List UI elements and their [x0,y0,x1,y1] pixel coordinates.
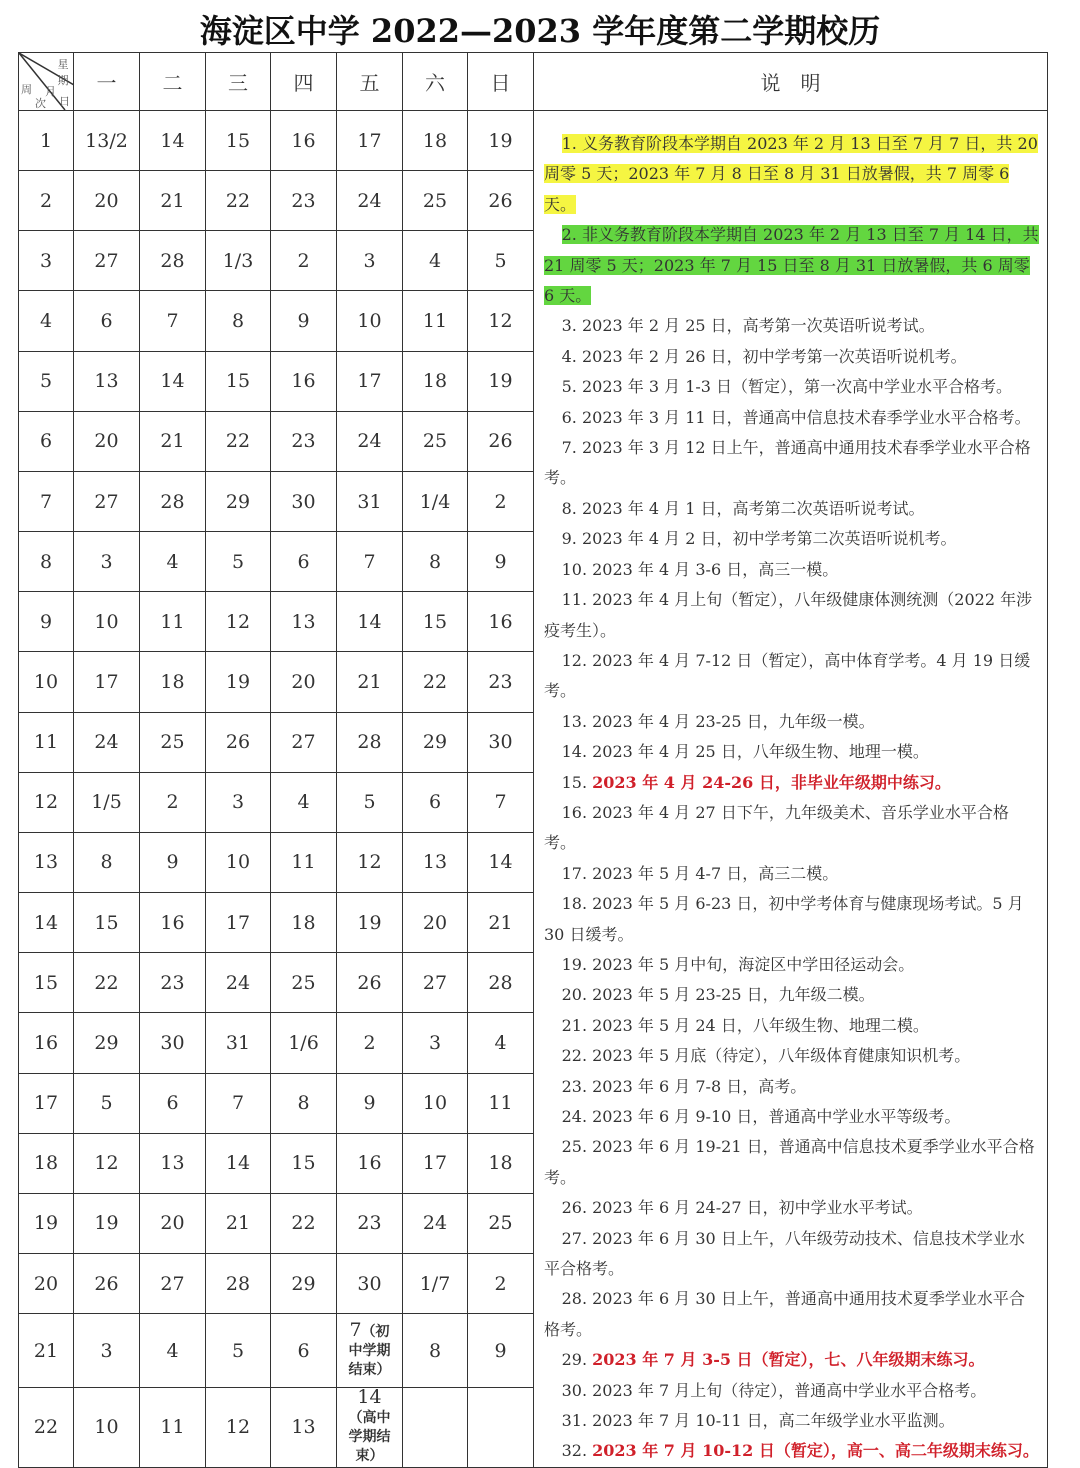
day-cell: 2 [337,1013,403,1073]
corner-week-label: 星期 [57,58,69,87]
corner-times-label: 次 [35,97,46,110]
day-cell: 8 [271,1073,337,1133]
day-cell: 17 [206,893,271,953]
day-cell: 4 [468,1013,534,1073]
note-text: 2023 年 6 月 19-21 日，普通高中信息技术夏季学业水平合格考。 [544,1137,1035,1187]
day-cell: 6 [271,1314,337,1388]
week-number: 18 [19,1133,74,1193]
day-cell: 10 [337,291,403,351]
day-cell: 12 [206,592,271,652]
note-text: 2023 年 3 月 12 日上午，普通高中通用技术春季学业水平合格考。 [544,438,1031,488]
note-number: 7. [561,438,582,458]
note-number: 13. [561,711,593,731]
note-text: 2023 年 3 月 1-3 日（暂定），第一次高中学业水平合格考。 [581,377,1013,397]
note-item [544,1436,1039,1466]
note-item [544,707,1039,737]
note-text: 2023 年 4 月 24-26 日，非毕业年级期中练习。 [592,772,951,792]
note-number: 16. [561,802,593,822]
day-cell: 28 [140,471,206,531]
week-number: 2 [19,171,74,231]
note-text: 2023 年 4 月 7-12 日（暂定），高中体育学考。4 月 19 日缓考。 [544,650,1031,701]
week-number: 16 [19,1013,74,1073]
day-cell: 4 [403,231,468,291]
day-cell: 22 [206,171,271,231]
day-cell: 19 [206,652,271,712]
day-cell: 6 [271,532,337,592]
day-cell: 20 [271,652,337,712]
term-end-note: （初中学期结束） [348,1324,391,1379]
day-cell: 7 [468,772,534,832]
day-cell: 16 [271,111,337,171]
note-number: 11. [561,590,593,610]
note-number: 21. [561,1015,593,1035]
note-number: 26. [561,1198,593,1218]
note-item [544,1376,1039,1406]
day-cell: 19 [468,351,534,411]
day-cell: 15 [403,592,468,652]
day-cell [468,1387,534,1467]
week-number: 15 [19,953,74,1013]
day-cell: 2 [468,1253,534,1313]
day-cell: 5 [337,772,403,832]
week-number: 1 [19,111,74,171]
day-cell: 31 [206,1013,271,1073]
day-cell: 10 [74,592,140,652]
day-cell: 24 [206,953,271,1013]
week-number: 9 [19,592,74,652]
day-cell: 8 [403,532,468,592]
day-cell: 21 [206,1193,271,1253]
day-cell: 17 [337,351,403,411]
note-item [544,1072,1039,1102]
note-text: 2023 年 7 月 10-11 日，高二年级学业水平监测。 [592,1411,955,1431]
note-number: 28. [561,1289,593,1309]
day-cell: 15 [271,1133,337,1193]
note-text: 2023 年 7 月上旬（待定），普通高中学业水平合格考。 [592,1380,987,1400]
day-cell: 3 [74,532,140,592]
day-cell: 17 [337,111,403,171]
page-title: 海淀区中学 2022—2023 学年度第二学期校历 [199,12,881,50]
note-item [544,524,1039,554]
day-cell: 9 [468,532,534,592]
note-number: 6. [561,407,582,427]
note-item [544,646,1039,707]
day-cell: 1/4 [403,471,468,531]
day-cell: 29 [74,1013,140,1073]
notes-header: 说 明 [534,53,1048,111]
day-cell: 25 [403,411,468,471]
day-cell: 25 [468,1193,534,1253]
note-item [544,950,1039,980]
note-text: 2023 年 5 月底（待定），八年级体育健康知识机考。 [592,1046,971,1066]
weekday-header: 三 [206,53,271,111]
note-text: 2023 年 7 月 3-5 日（暂定），七、八年级期末练习。 [592,1350,985,1370]
day-cell: 22 [74,953,140,1013]
note-item [544,1406,1039,1436]
note-item [544,1284,1039,1345]
week-number: 5 [19,351,74,411]
note-text: 2023 年 6 月 7-8 日，高考。 [592,1076,807,1096]
note-text: 2023 年 5 月 23-25 日，九年级二模。 [592,985,875,1005]
day-cell: 24 [337,411,403,471]
note-number: 29. [561,1350,593,1370]
day-cell: 24 [74,712,140,772]
day-cell [403,1387,468,1467]
note-text: 义务教育阶段本学期自 2023 年 2 月 13 日至 7 月 7 日，共 20 周零 5 天；2023 年 7 月 8 日至 8 月 31 日放暑假，共 7 周零 6 天。 [544,134,1038,214]
day-cell: 22 [403,652,468,712]
note-number: 31. [561,1411,593,1431]
day-cell: 30 [140,1013,206,1073]
day-cell: 17 [74,652,140,712]
note-number: 24. [561,1107,593,1126]
note-text: 2023 年 4 月 1 日，高考第二次英语听说考试。 [581,498,925,518]
note-number: 3. [561,316,582,336]
note-number: 2. [561,225,582,245]
day-cell: 6 [403,772,468,832]
day-number: 7 [349,1319,362,1342]
note-item [544,859,1039,889]
day-cell: 18 [140,652,206,712]
day-cell: 11 [271,832,337,892]
day-cell: 4 [271,772,337,832]
note-number: 8. [561,498,582,518]
week-number: 17 [19,1073,74,1133]
day-cell: 13 [271,1387,337,1467]
day-cell: 11 [403,291,468,351]
day-cell: 21 [140,411,206,471]
note-text: 2023 年 6 月 30 日上午，普通高中通用技术夏季学业水平合格考。 [544,1289,1025,1339]
day-cell: 21 [140,171,206,231]
note-text: 2023 年 5 月 24 日，八年级生物、地理二模。 [592,1015,929,1035]
note-item [544,403,1039,433]
weekday-header: 二 [140,53,206,111]
day-cell: 8 [403,1314,468,1388]
day-cell: 20 [74,171,140,231]
week-number: 3 [19,231,74,291]
day-cell: 12 [206,1387,271,1467]
week-row [19,111,1048,171]
note-item [544,1011,1039,1041]
day-cell: 28 [140,231,206,291]
note-item [544,1193,1039,1223]
note-text: 2023 年 5 月中旬，海淀区中学田径运动会。 [592,954,915,974]
day-cell: 30 [337,1253,403,1313]
day-cell: 27 [140,1253,206,1313]
day-cell: 18 [403,351,468,411]
note-item [544,311,1039,341]
note-item [544,585,1039,646]
note-number: 4. [561,346,582,366]
note-text: 2023 年 3 月 11 日，普通高中信息技术春季学业水平合格考。 [581,407,1031,427]
note-item [544,433,1039,494]
day-cell: 12 [74,1133,140,1193]
day-cell: 27 [271,712,337,772]
note-item [544,1102,1039,1132]
note-text: 2023 年 5 月 6-23 日，初中学考体育与健康现场考试。5 月 30 日缓考。 [544,894,1024,944]
week-number: 6 [19,411,74,471]
note-number: 22. [561,1046,593,1066]
day-cell: 7 [337,532,403,592]
week-number: 14 [19,893,74,953]
day-cell: 4 [140,532,206,592]
header-row [19,53,1048,111]
day-cell: 17 [403,1133,468,1193]
day-cell: 1/6 [271,1013,337,1073]
day-cell: 1/5 [74,772,140,832]
day-cell: 25 [140,712,206,772]
day-cell: 20 [140,1193,206,1253]
day-cell: 22 [271,1193,337,1253]
day-cell: 29 [271,1253,337,1313]
day-cell: 23 [140,953,206,1013]
day-cell: 25 [403,171,468,231]
day-cell: 15 [206,111,271,171]
note-number: 15. [561,772,593,792]
day-cell: 26 [468,171,534,231]
day-cell: 14 [468,832,534,892]
day-cell: 3 [74,1314,140,1388]
day-cell [337,1314,403,1388]
day-cell: 26 [206,712,271,772]
note-number: 1. [561,134,582,153]
day-number: 14 [357,1386,382,1409]
note-number: 23. [561,1076,593,1096]
day-cell: 15 [74,893,140,953]
day-cell: 28 [206,1253,271,1313]
note-number: 32. [561,1441,593,1461]
note-number: 19. [561,954,593,974]
day-cell: 6 [74,291,140,351]
day-cell: 10 [74,1387,140,1467]
note-item [544,1345,1039,1375]
day-cell: 14 [140,351,206,411]
week-number: 8 [19,532,74,592]
note-item [544,1224,1039,1285]
note-number: 17. [561,863,593,883]
day-cell: 14 [206,1133,271,1193]
weekday-header: 四 [271,53,337,111]
day-cell: 8 [74,832,140,892]
day-cell: 3 [337,231,403,291]
note-item [544,220,1039,311]
day-cell: 21 [468,893,534,953]
day-cell: 13 [403,832,468,892]
day-cell: 7 [140,291,206,351]
day-cell: 10 [206,832,271,892]
day-cell: 29 [206,471,271,531]
day-cell: 3 [206,772,271,832]
day-cell: 7 [206,1073,271,1133]
note-number: 25. [561,1137,593,1157]
day-cell: 12 [337,832,403,892]
day-cell: 4 [140,1314,206,1388]
day-cell: 14 [337,592,403,652]
note-number: 20. [561,985,593,1005]
note-text: 2023 年 4 月 23-25 日，九年级一模。 [592,711,875,731]
day-cell: 18 [271,893,337,953]
day-cell: 9 [271,291,337,351]
note-text: 2023 年 6 月 24-27 日，初中学业水平考试。 [592,1198,923,1218]
day-cell: 20 [74,411,140,471]
day-cell: 30 [271,471,337,531]
day-cell: 1/7 [403,1253,468,1313]
day-cell [337,1387,403,1467]
note-number: 12. [561,650,593,670]
day-cell: 25 [271,953,337,1013]
day-cell: 5 [206,1314,271,1388]
calendar-table [18,52,1048,1468]
note-text: 2023 年 4 月 27 日下午，九年级美术、音乐学业水平合格考。 [544,802,1009,853]
day-cell: 5 [468,231,534,291]
day-cell: 14 [140,111,206,171]
day-cell: 16 [271,351,337,411]
corner-week-no-label: 周 [21,83,32,96]
day-cell: 27 [74,231,140,291]
day-cell: 9 [468,1314,534,1388]
day-cell: 16 [468,592,534,652]
day-cell: 23 [271,411,337,471]
weekday-header: 六 [403,53,468,111]
day-cell: 24 [403,1193,468,1253]
day-cell: 8 [206,291,271,351]
note-item [544,1132,1039,1193]
note-text: 2023 年 7 月 10-12 日（暂定），高一、高二年级期末练习。 [592,1441,1039,1461]
note-item [544,980,1039,1010]
corner-header-cell [19,53,74,111]
note-item [544,494,1039,524]
day-cell: 13/2 [74,111,140,171]
day-cell: 1/3 [206,231,271,291]
day-cell: 16 [140,893,206,953]
note-text: 2023 年 2 月 26 日，初中学考第一次英语听说机考。 [581,346,967,366]
day-cell: 10 [403,1073,468,1133]
day-cell: 20 [403,893,468,953]
day-cell: 26 [74,1253,140,1313]
note-number: 14. [561,742,593,762]
day-cell: 13 [74,351,140,411]
note-text: 2023 年 2 月 25 日，高考第一次英语听说考试。 [581,316,935,336]
weekday-header: 一 [74,53,140,111]
day-cell: 6 [140,1073,206,1133]
day-cell: 28 [468,953,534,1013]
day-cell: 23 [468,652,534,712]
day-cell: 5 [74,1073,140,1133]
day-cell: 28 [337,712,403,772]
note-text: 2023 年 4 月 3-6 日，高三一模。 [592,559,839,579]
note-item [544,555,1039,585]
day-cell: 15 [206,351,271,411]
day-cell: 19 [468,111,534,171]
week-number: 20 [19,1253,74,1313]
day-cell: 26 [468,411,534,471]
day-cell: 24 [337,171,403,231]
day-cell: 12 [468,291,534,351]
note-number: 10. [561,559,593,579]
note-item [544,342,1039,372]
day-cell: 22 [206,411,271,471]
day-cell: 11 [140,592,206,652]
day-cell: 16 [337,1133,403,1193]
note-number: 9. [561,529,582,549]
day-cell: 18 [468,1133,534,1193]
week-number: 11 [19,712,74,772]
note-number: 30. [561,1380,593,1400]
weekday-header: 五 [337,53,403,111]
day-cell: 27 [74,471,140,531]
weekday-header: 日 [468,53,534,111]
day-cell: 9 [140,832,206,892]
day-cell: 2 [468,471,534,531]
day-cell: 23 [271,171,337,231]
note-number: 27. [561,1228,593,1248]
corner-month-label: 月 [45,85,56,98]
week-number: 10 [19,652,74,712]
week-number: 13 [19,832,74,892]
day-cell: 5 [206,532,271,592]
week-number: 21 [19,1314,74,1388]
note-item [544,889,1039,950]
day-cell: 31 [337,471,403,531]
note-item [544,1041,1039,1071]
day-cell: 19 [74,1193,140,1253]
day-cell: 2 [140,772,206,832]
note-number: 5. [561,377,582,397]
day-cell: 13 [140,1133,206,1193]
note-number: 18. [561,894,593,914]
day-cell: 23 [337,1193,403,1253]
note-text: 2023 年 5 月 4-7 日，高三二模。 [592,863,839,883]
note-text: 2023 年 6 月 9-10 日，普通高中学业水平等级考。 [592,1107,961,1126]
week-number: 4 [19,291,74,351]
note-item [544,129,1039,220]
note-text: 2023 年 4 月上旬（暂定），八年级健康体测统测（2022 年涉疫考生）。 [544,590,1033,640]
note-text: 2023 年 4 月 2 日，初中学考第二次英语听说机考。 [581,529,957,549]
week-number: 12 [19,772,74,832]
note-text: 2023 年 6 月 30 日上午，八年级劳动技术、信息技术学业水平合格考。 [544,1228,1025,1279]
day-cell: 9 [337,1073,403,1133]
day-cell: 19 [337,893,403,953]
week-number: 22 [19,1387,74,1467]
day-cell: 21 [337,652,403,712]
note-item [544,768,1039,798]
day-cell: 11 [468,1073,534,1133]
note-text: 非义务教育阶段本学期自 2023 年 2 月 13 日至 7 月 14 日，共 21 周零 5 天；2023 年 7 月 15 日至 8 月 31 日放暑假，共 6 周零 6 天。 [544,225,1039,306]
note-item [544,372,1039,402]
day-cell: 3 [403,1013,468,1073]
day-cell: 26 [337,953,403,1013]
day-cell: 13 [271,592,337,652]
day-cell: 11 [140,1387,206,1467]
week-number: 7 [19,471,74,531]
term-end-note: （高中学期结束） [348,1410,391,1465]
day-cell: 2 [271,231,337,291]
day-cell: 29 [403,712,468,772]
corner-day-label: 日 [59,95,70,108]
note-text: 2023 年 4 月 25 日，八年级生物、地理一模。 [592,742,929,762]
week-number: 19 [19,1193,74,1253]
notes-cell [534,111,1048,1468]
day-cell: 18 [403,111,468,171]
note-item [544,737,1039,767]
day-cell: 30 [468,712,534,772]
note-item [544,798,1039,859]
day-cell: 27 [403,953,468,1013]
